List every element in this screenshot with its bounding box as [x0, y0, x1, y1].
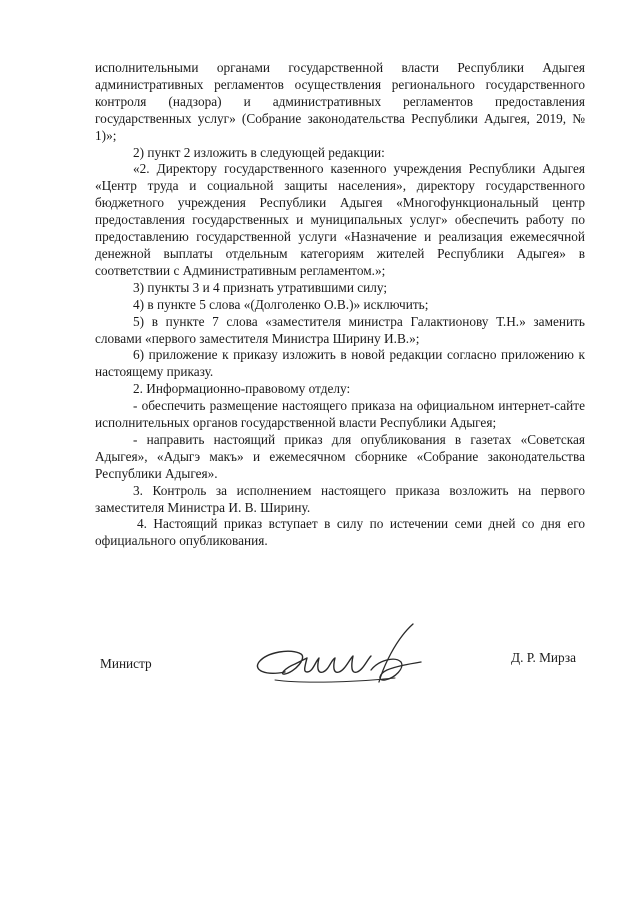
- paragraph-7: 6) приложение к приказу изложить в новой редакции согласно приложению к настоящему приказу.: [95, 347, 585, 380]
- paragraph-8: 2. Информационно-правовому отделу:: [133, 381, 351, 397]
- paragraph-2: 2) пункт 2 изложить в следующей редакции:: [133, 144, 385, 160]
- paragraph-11: 3. Контроль за исполнением настоящего приказа возложить на первого заместителя Министра И. В. Ширину.: [95, 482, 585, 515]
- paragraph-9: - обеспечить размещение настоящего приказа на официальном интернет-сайте исполнительных органов государственной власти Республики Адыгея;: [95, 398, 585, 431]
- document-body: [95, 60, 585, 550]
- paragraph-3: «2. Директору государственного казенного учреждения Республики Адыгея «Центр труда и социальной защиты населения», директору государственного бюджетного учреждения Республики Адыгея «Многофункциональный центр предоставления государственных и муниципальных услуг» обеспечить работу по предоставлению государственной услуги «Назначение и реализация ежемесячной денежной выплаты отдельным категориям жителей Республики Адыгея» в соответствии с Административным регламентом.»;: [95, 161, 585, 278]
- paragraph-1: исполнительными органами государственной власти Республики Адыгея административных регламентов осуществления регионального государственного контроля (надзора) и административных регламентов предоставления государственных услуг» (Собрание законодательства Республики Адыгея, 2019, № 1)»;: [95, 60, 585, 143]
- paragraph-4: 3) пункты 3 и 4 признать утратившими силу;: [133, 279, 388, 295]
- signature-block: [0, 610, 639, 700]
- paragraph-6: 5) в пункте 7 слова «заместителя министра Галактионову Т.Н.» заменить словами «первого заместителя Министра Ширину И.В.»;: [95, 313, 585, 346]
- paragraph-12: 4. Настоящий приказ вступает в силу по истечении семи дней со дня его официального опубликования.: [95, 516, 585, 549]
- paragraph-10: - направить настоящий приказ для опубликования в газетах «Советская Адыгея», «Адыгэ макъ» и ежемесячном сборнике «Собрание законодательства Республики Адыгея».: [95, 431, 585, 481]
- handwritten-signature-icon: [245, 618, 435, 700]
- paragraph-5: 4) в пункте 5 слова «(Долголенко О.В.)» исключить;: [133, 296, 429, 312]
- signatory-name: Д. Р. Мирза: [511, 650, 577, 665]
- signatory-title: Министр: [100, 656, 152, 671]
